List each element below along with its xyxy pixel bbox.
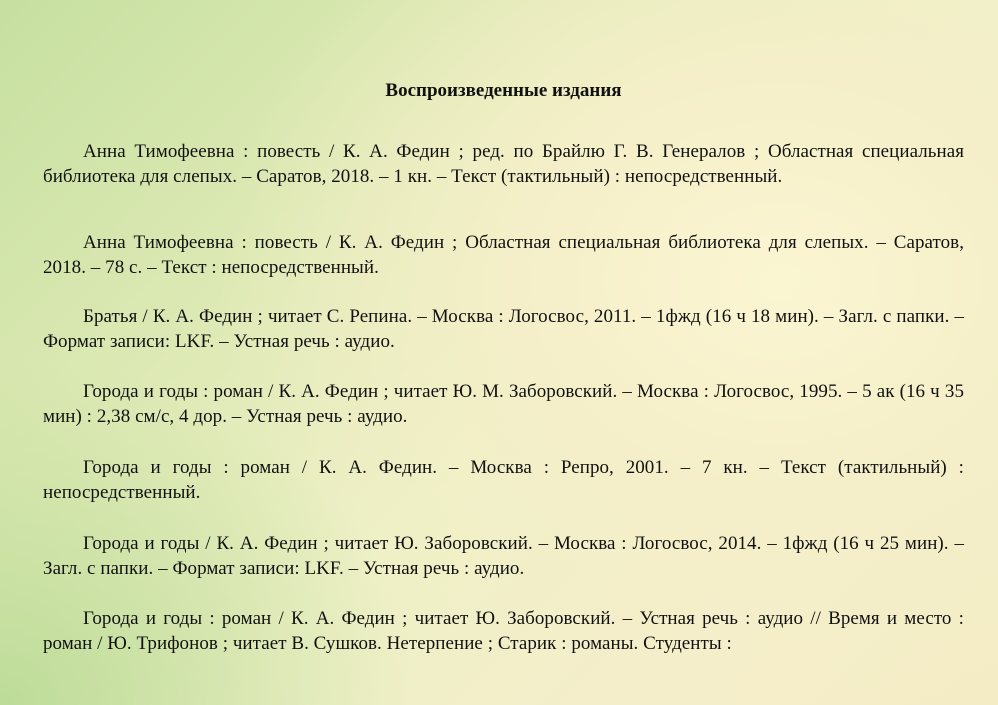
document-page: [43, 0, 964, 705]
bibliography-entry: Города и годы : роман / К. А. Федин ; читает Ю. Заборовский. – Устная речь : аудио // Время и место : роман / Ю. Трифонов ; читает В. Сушков. Нетерпение ; Старик : романы. Студенты :: [43, 608, 964, 654]
bibliography-entry: Анна Тимофеевна : повесть / К. А. Федин ; ред. по Брайлю Г. В. Генералов ; Областная специальная библиотека для слепых. – Саратов, 2018. – 1 кн. – Текст (тактильный) : непосредственный.: [43, 141, 964, 187]
bibliography-entry: Города и годы : роман / К. А. Федин ; читает Ю. М. Заборовский. – Москва : Логосвос, 1995. – 5 ак (16 ч 35 мин) : 2,38 см/с, 4 дор. – Устная речь : аудио.: [43, 381, 964, 427]
bibliography-entry: Братья / К. А. Федин ; читает С. Репина. – Москва : Логосвос, 2011. – 1фжд (16 ч 18 мин). – Загл. с папки. – Формат записи: LKF. – Устная речь : аудио.: [43, 306, 964, 352]
document-heading: Воспроизведенные издания: [385, 80, 622, 101]
bibliography-entry: Города и годы / К. А. Федин ; читает Ю. Заборовский. – Москва : Логосвос, 2014. – 1фжд (16 ч 25 мин). – Загл. с папки. – Формат записи: LKF. – Устная речь : аудио.: [43, 533, 964, 579]
bibliography-entry: Города и годы : роман / К. А. Федин. – Москва : Репро, 2001. – 7 кн. – Текст (тактильный) : непосредственный.: [43, 457, 964, 503]
bibliography-entry: Анна Тимофеевна : повесть / К. А. Федин ; Областная специальная библиотека для слепых. – Саратов, 2018. – 78 с. – Текст : непосредственный.: [43, 232, 964, 278]
